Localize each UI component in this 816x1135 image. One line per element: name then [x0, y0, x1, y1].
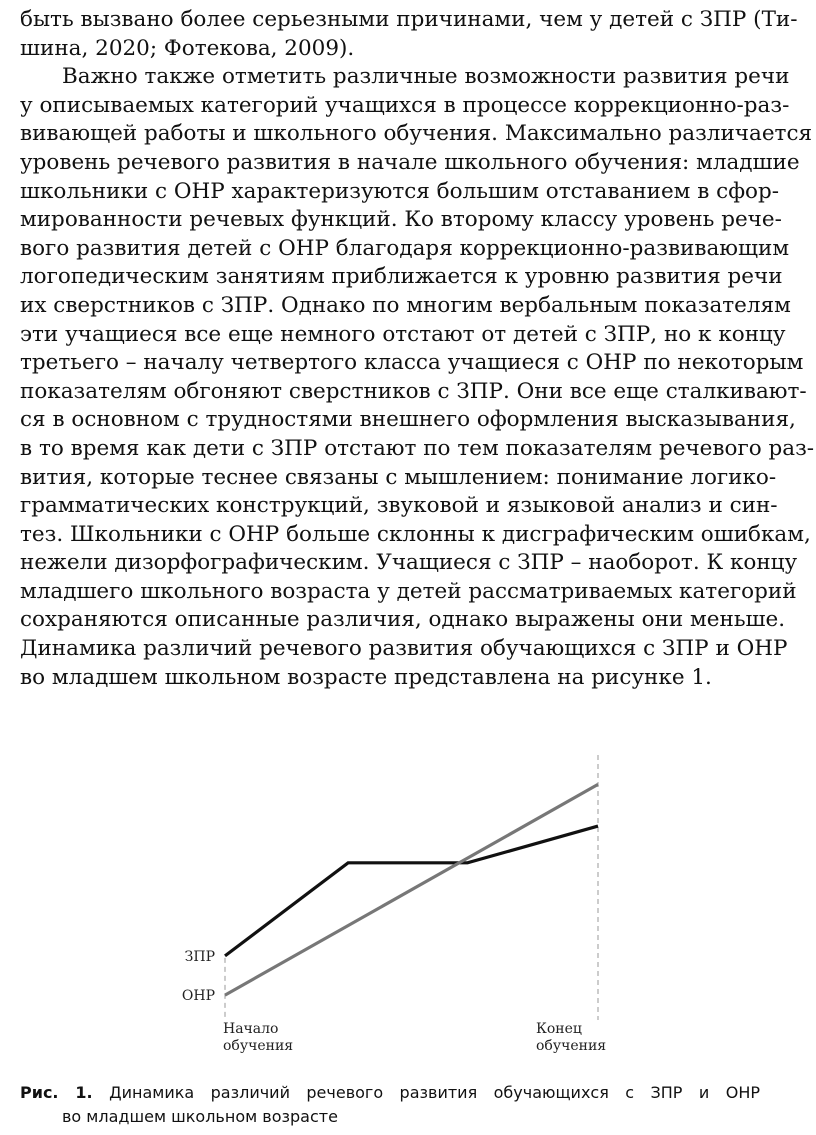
- text-line: вития, которые теснее связаны с мышлением: понимание логико-: [20, 464, 777, 490]
- text-line: шина, 2020; Фотекова, 2009).: [20, 35, 355, 61]
- text-line: тез. Школьники с ОНР больше склонны к дисграфическим ошибкам,: [20, 521, 811, 547]
- figure-1: [150, 745, 620, 1070]
- text-line: нежели дизорфографическим. Учащиеся с ЗПР – наоборот. К концу: [20, 550, 798, 576]
- text-line: показателям обгоняют сверстников с ЗПР. Они все еще сталкивают-: [20, 378, 807, 404]
- caption-line: [20, 1081, 760, 1105]
- text-line: логопедическим занятиям приближается к уровню развития речи: [20, 264, 783, 290]
- x-tick-label: Конец обучения: [536, 1021, 607, 1054]
- line-chart: [150, 745, 620, 1070]
- text-line: третьего – началу четвертого класса учащиеся с ОНР по некоторым: [20, 350, 804, 376]
- text-line: Динамика различий речевого развития обучающихся с ЗПР и ОНР: [20, 636, 788, 662]
- text-line: ся в основном с трудностями внешнего оформления высказывания,: [20, 407, 796, 433]
- figure-caption: [20, 1081, 760, 1129]
- text-line: мированности речевых функций. Ко второму классу уровень рече-: [20, 207, 782, 233]
- text-line: во младшем школьном возрасте представлена на рисунке 1.: [20, 664, 712, 690]
- x-tick-label: Начало обучения: [223, 1021, 294, 1054]
- text-line: вивающей работы и школьного обучения. Максимально различается: [20, 121, 813, 147]
- body-text: [20, 6, 815, 692]
- series-line-onr: [225, 784, 598, 995]
- text-line: их сверстников с ЗПР. Однако по многим вербальным показателям: [20, 292, 791, 318]
- text-line: эти учащиеся все еще немного отстают от детей с ЗПР, но к концу: [20, 321, 786, 347]
- caption-text: Динамика различий речевого развития обучающихся с ЗПР и ОНР: [109, 1083, 760, 1102]
- caption-line: во младшем школьном возрасте: [62, 1107, 338, 1126]
- text-line: уровень речевого развития в начале школьного обучения: младшие: [20, 149, 800, 175]
- series-label-onr: ОНР: [181, 988, 215, 1005]
- text-line: младшего школьного возраста у детей рассматриваемых категорий: [20, 578, 797, 604]
- text-line: у описываемых категорий учащихся в процессе коррекционно-раз-: [20, 92, 790, 118]
- text-line: школьники с ОНР характеризуются большим отставанием в сфор-: [20, 178, 780, 204]
- text-line: быть вызвано более серьезными причинами, чем у детей с ЗПР (Ти-: [20, 7, 798, 32]
- text-line: сохраняются описанные различия, однако выражены они меньше.: [20, 607, 786, 633]
- text-line: грамматических конструкций, звуковой и языковой анализ и син-: [20, 493, 778, 519]
- caption-number: Рис. 1.: [20, 1083, 93, 1102]
- text-line: вого развития детей с ОНР благодаря коррекционно-развивающим: [20, 235, 790, 261]
- text-line: Важно также отметить различные возможности развития речи: [62, 64, 790, 90]
- series-label-zpr: ЗПР: [184, 948, 215, 965]
- text-line: в то время как дети с ЗПР отстают по тем показателям речевого раз-: [20, 435, 815, 461]
